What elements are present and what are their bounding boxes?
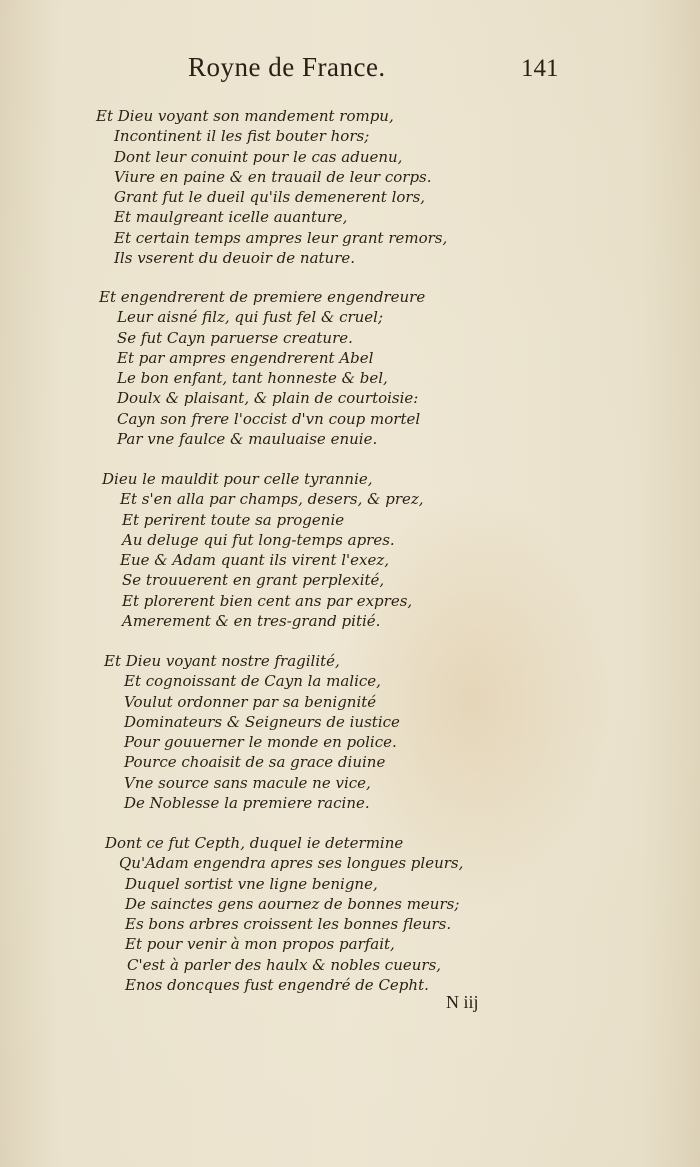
verse-line: Vne source sans macule ne vice,: [124, 773, 371, 792]
verse-line: Cayn son frere l'occist d'vn coup mortel: [117, 409, 421, 428]
verse-line: Et Dieu voyant son mandement rompu,: [96, 107, 394, 125]
verse-line: Et par ampres engendrerent Abel: [117, 348, 374, 367]
verse-line: Pour gouuerner le monde en police.: [124, 733, 397, 752]
verse-line: De Noblesse la premiere racine.: [124, 794, 370, 813]
verse-line: Et s'en alla par champs, desers, & prez,: [120, 490, 424, 509]
verse-line: De sainctes gens aournez de bonnes meurs;: [125, 894, 460, 913]
stanza-1: [96, 106, 447, 268]
verse-line: Et plorerent bien cent ans par expres,: [122, 591, 413, 610]
verse-line: Et pour venir à mon propos parfait,: [125, 935, 395, 954]
verse-line: Qu'Adam engendra apres ses longues pleurs,: [119, 854, 464, 873]
verse-line: Le bon enfant, tant honneste & bel,: [117, 369, 388, 388]
stanza-4: [104, 651, 400, 813]
verse-line: C'est à parler des haulx & nobles cueurs,: [127, 955, 442, 974]
page-number: 141: [521, 55, 559, 82]
verse-line: Enos doncques fust engendré de Cepht.: [125, 976, 429, 995]
stanza-3: [102, 469, 424, 631]
verse-line: Doulx & plaisant, & plain de courtoisie:: [117, 389, 419, 408]
verse-line: Grant fut le dueil qu'ils demenerent lors,: [114, 188, 426, 207]
verse-line: Eue & Adam quant ils virent l'exez,: [120, 551, 390, 570]
verse-line: Et Dieu voyant nostre fragilité,: [104, 652, 340, 670]
verse-line: Dominateurs & Seigneurs de iustice: [124, 712, 400, 731]
verse-line: Es bons arbres croissent les bonnes fleurs.: [125, 915, 452, 934]
verse-line: Amerement & en tres-grand pitié.: [122, 612, 381, 631]
verse-line: Ils vserent du deuoir de nature.: [114, 249, 356, 268]
running-head-title: Royne de France.: [188, 52, 386, 82]
verse-line: Dont leur conuint pour le cas aduenu,: [114, 147, 403, 166]
verse-line: Et cognoissant de Cayn la malice,: [124, 672, 381, 691]
verse-line: Se fut Cayn paruerse creature.: [117, 328, 353, 347]
verse-line: Dont ce fut Cepth, duquel ie determine: [105, 834, 404, 852]
verse-line: Et certain temps ampres leur grant remors,: [114, 228, 448, 247]
verse-line: Se trouuerent en grant perplexité,: [122, 571, 385, 590]
verse-line: Duquel sortist vne ligne benigne,: [125, 874, 378, 893]
verse-line: Et maulgreant icelle auanture,: [114, 208, 348, 227]
stanza-2: [99, 287, 425, 449]
verse-line: Leur aisné filz, qui fust fel & cruel;: [117, 308, 384, 327]
verse-line: Viure en paine & en trauail de leur corps.: [114, 167, 432, 186]
verse-line: Dieu le mauldit pour celle tyrannie,: [102, 470, 373, 488]
verse-line: Incontinent il les fist bouter hors;: [114, 127, 370, 146]
verse-line: Voulut ordonner par sa benignité: [124, 692, 377, 711]
verse-line: Pource choaisit de sa grace diuine: [124, 753, 386, 772]
verse-line: Et perirent toute sa progenie: [122, 510, 345, 529]
verse-line: Et engendrerent de premiere engendreure: [99, 288, 426, 306]
signature-mark: N iij: [446, 992, 479, 1012]
stanza-5: [105, 833, 463, 995]
verse-line: Au deluge qui fut long-temps apres.: [122, 530, 395, 549]
verse-line: Par vne faulce & mauluaise enuie.: [117, 430, 378, 449]
